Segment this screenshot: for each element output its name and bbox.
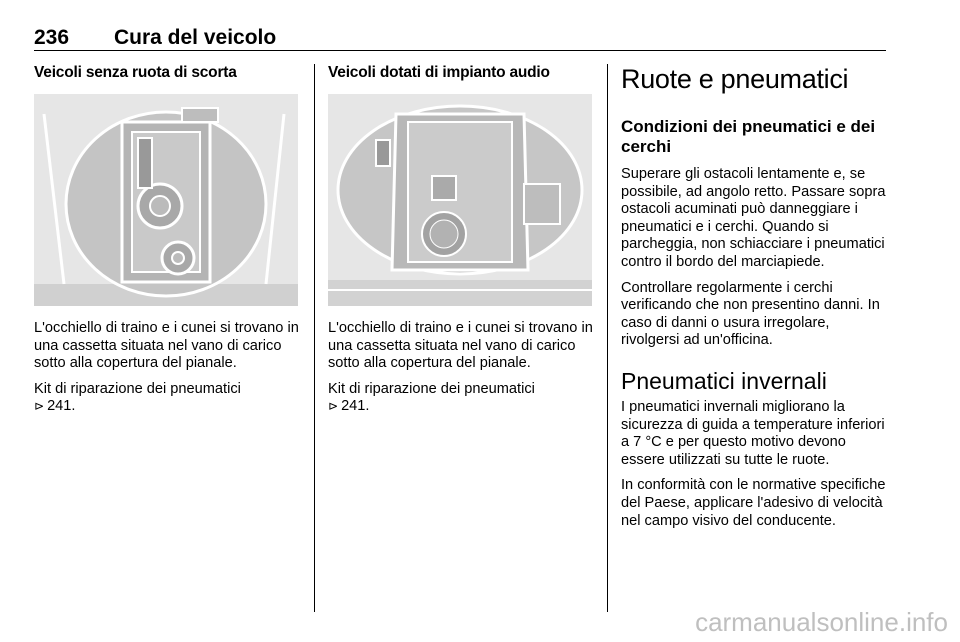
page-reference[interactable]: 241. [341, 398, 370, 415]
arrow-right-icon: ⊳ [34, 399, 45, 414]
paragraph-tow-eye-location: L'occhiello di traino e i cunei si trovano in una cassetta situata nel vano di carico sotto alla copertura del pianale. [34, 320, 299, 372]
figure-trunk-audio [328, 94, 592, 306]
arrow-right-icon: ⊳ [328, 399, 339, 414]
chapter-title: Cura del veicolo [114, 26, 277, 49]
paragraph-repair-kit-ref [34, 381, 300, 416]
column-right [621, 64, 887, 538]
trunk-illustration [34, 94, 298, 306]
trunk-audio-illustration [328, 94, 592, 306]
section-heading-audio: Veicoli dotati di impianto audio [328, 64, 550, 81]
repair-kit-label: Kit di riparazione dei pneumatici [34, 380, 241, 397]
paragraph-speed-sticker: In conformità con le normative specifiche del Paese, applicare l'adesivo di velocità nel campo visivo del conducente. [621, 477, 886, 529]
section-title-winter-tyres: Pneumatici invernali [621, 367, 827, 394]
watermark: carmanualsonline.info [695, 607, 948, 637]
paragraph-winter-tyres: I pneumatici invernali migliorano la sicurezza di guida a temperature inferiori a 7 °C e per questo motivo devono essere utilizzati su tutte le ruote. [621, 398, 885, 468]
page-number: 236 [34, 26, 70, 49]
section-title-wheels: Ruote e pneumatici [621, 64, 849, 94]
page-header [34, 24, 886, 51]
paragraph-obstacles: Superare gli ostacoli lentamente e, se possibile, ad angolo retto. Passare sopra ostacoli acuminati può danneggiare i pneumatici e i cerchi. Quando si parcheggia, non schiacciare i pneumatici contro il bordo del marciapiede. [621, 166, 886, 270]
column-left [34, 64, 300, 424]
column-divider-2 [607, 64, 608, 612]
subsection-title-condition: Condizioni dei pneumatici e dei cerchi [621, 117, 876, 156]
page-reference[interactable]: 241. [47, 398, 76, 415]
figure-trunk-no-spare [34, 94, 298, 306]
paragraph-repair-kit-ref-audio [328, 381, 594, 416]
paragraph-tow-eye-location-audio: L'occhiello di traino e i cunei si trovano in una cassetta situata nel vano di carico sotto alla copertura del pianale. [328, 320, 593, 372]
repair-kit-label: Kit di riparazione dei pneumatici [328, 380, 535, 397]
paragraph-check-rims: Controllare regolarmente i cerchi verificando che non presentino danni. In caso di danni o usura irregolare, rivolgersi ad un'officina. [621, 279, 880, 349]
column-divider-1 [314, 64, 315, 612]
column-middle [328, 64, 594, 424]
section-heading-no-spare: Veicoli senza ruota di scorta [34, 64, 237, 81]
